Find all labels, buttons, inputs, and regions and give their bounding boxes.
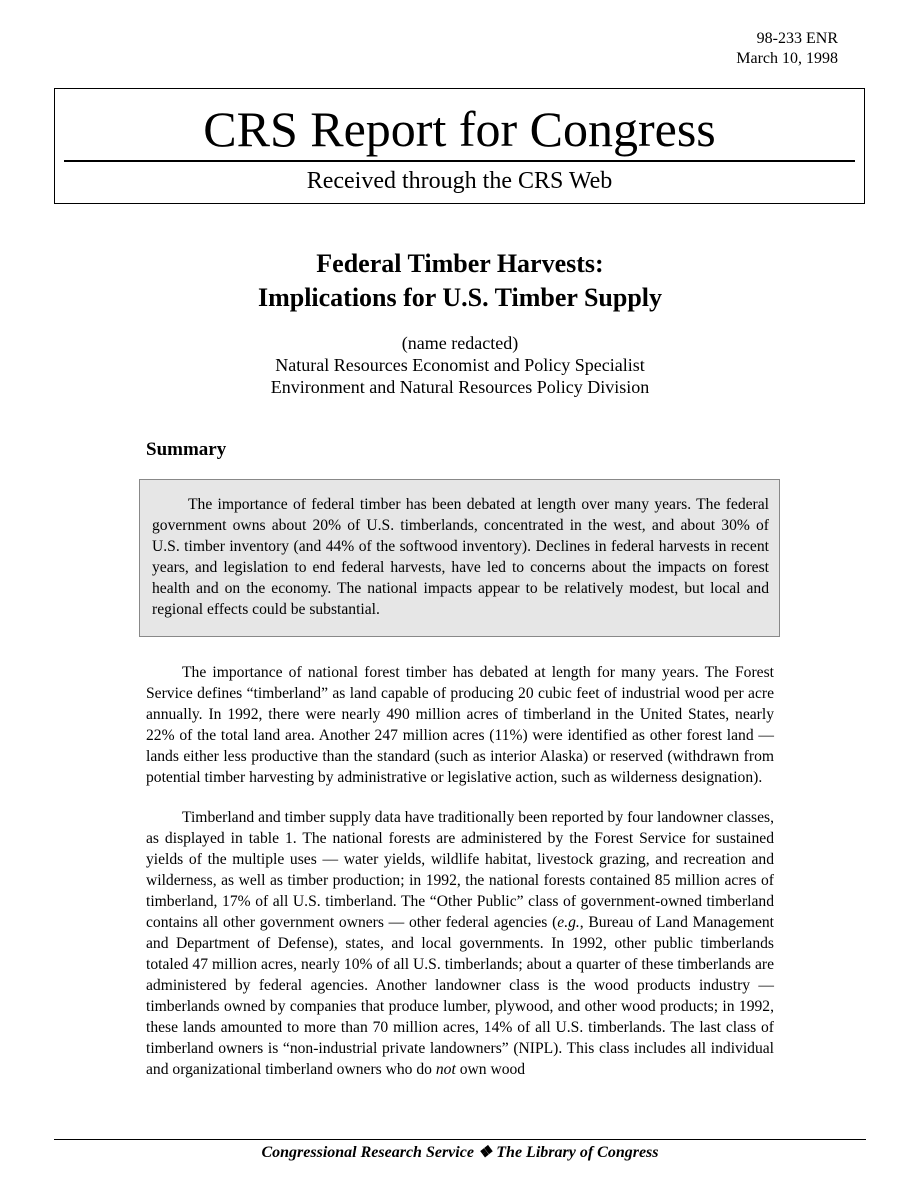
paragraph-2-part-3: own wood [455,1061,526,1078]
body-text [146,662,774,1099]
paragraph-2-part-1: Timberland and timber supply data have traditionally been reported by four landowner classes, as displayed in table 1. The national forests are administered by the Forest Service for sustained yields of the multiple uses — water yields, wildlife habitat, livestock grazing, and recreation and wilderness, as well as timber production; in 1992, the national forests contained 85 million acres of timberland, 17% of all U.S. timberland. The “Other Public” class of government-owned timberland contains all other government owners — other federal agencies ( [146,809,774,931]
summary-text: The importance of federal timber has been debated at length over many years. The federal government owns about 20% of U.S. timberlands, concentrated in the west, and about 30% of U.S. timber inventory (and 44% of the softwood inventory). Declines in federal harvests in recent years, and legislation to end federal harvests, have led to concerns about the impacts on forest health and on the economy. The national impacts appear to be relatively modest, but local and regional effects could be substantial. [152,496,769,618]
banner-divider [64,160,855,162]
banner-subtitle: Received through the CRS Web [306,168,613,194]
report-number: 98-233 ENR [756,30,838,47]
banner-title: CRS Report for Congress [203,101,716,157]
document-title [0,247,920,315]
report-banner [54,88,865,204]
report-meta [736,29,838,69]
title-line-2: Implications for U.S. Timber Supply [257,283,663,312]
footer-divider [54,1139,866,1140]
author-block [0,332,920,398]
author-name: (name redacted) [401,333,519,353]
paragraph-2-part-2: , Bureau of Land Management and Department of Defense), states, and local governments. In 1992, other public timberlands totaled 47 million acres, nearly 10% of all U.S. timberlands; about a quarter of these timberlands are administered by federal agencies. Another landowner class is the wood products industry — timberlands owned by companies that produce lumber, plywood, and other wood products; in 1992, these lands amounted to more than 70 million acres, 14% of all U.S. timberlands. The last class of timberland owners is “non-industrial private landowners” (NIPL). This class includes all individual and organizational timberland owners who do [146,914,774,1078]
body-paragraph-1: The importance of national forest timber has debated at length for many years. The Forest Service defines “timberland” as land capable of producing 20 cubic feet of industrial wood per acre annually. In 1992, there were nearly 490 million acres of timberland in the United States, nearly 22% of the total land area. Another 247 million acres (11%) were identified as other forest land — lands either less productive than the standard (such as interior Alaska) or reserved (withdrawn from potential timber harvesting by administrative or legislative action, such as wilderness designation). [146,664,774,786]
summary-box [139,479,780,637]
author-position: Natural Resources Economist and Policy Specialist [275,355,645,375]
footer-text: Congressional Research Service ❖ The Library of Congress [261,1144,659,1161]
report-date: March 10, 1998 [736,50,838,67]
title-line-1: Federal Timber Harvests: [316,249,604,278]
eg-abbreviation: e.g. [557,914,580,931]
emphasis-not: not [435,1061,456,1078]
summary-heading: Summary [146,439,227,460]
author-division: Environment and Natural Resources Policy Division [270,377,650,397]
body-paragraph-2 [146,807,774,1080]
